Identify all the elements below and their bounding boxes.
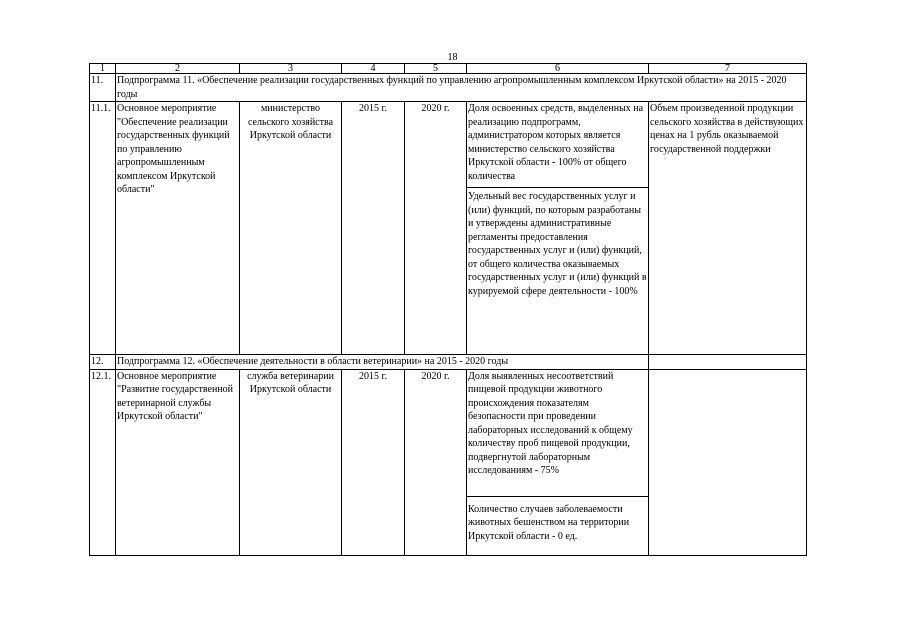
result-cell: Объем произведенной продукции сельского хозяйства в действующих ценах на 1 рубль оказываемой государственной поддержки	[649, 102, 807, 355]
indicator-1: Доля выявленных несоответствий пищевой продукции животного происхождения показателям безопасности при проведении лабораторных исследований к общему количеству проб пищевой продукции, подвергнутой лабораторным исследованиям - 75%	[467, 370, 648, 497]
header-row	[90, 64, 807, 74]
start-year: 2015 г.	[342, 102, 405, 355]
row-number: 12.1.	[90, 369, 116, 555]
executor: служба ветеринарии Иркутской области	[240, 369, 342, 555]
measure-row-12-1	[90, 369, 807, 555]
subprogram-row-11	[90, 74, 807, 102]
header-col-2: 2	[116, 64, 240, 74]
executor: министерство сельского хозяйства Иркутской области	[240, 102, 342, 355]
header-col-3: 3	[240, 64, 342, 74]
row-number: 12.	[90, 355, 116, 370]
subprogram-row-12	[90, 355, 807, 370]
header-col-4: 4	[342, 64, 405, 74]
indicators-cell	[467, 369, 649, 555]
indicator-1: Доля освоенных средств, выделенных на реализацию подпрограмм, администратором которых является министерство сельского хозяйства Иркутской области - 100% от общего количества	[467, 102, 648, 188]
row-number: 11.1.	[90, 102, 116, 355]
indicators-cell	[467, 102, 649, 355]
measure-row-11-1	[90, 102, 807, 355]
header-col-6: 6	[467, 64, 649, 74]
indicator-2: Количество случаев заболеваемости животных бешенством на территории Иркутской области - 0 ед.	[468, 503, 630, 542]
subprogram-title: Подпрограмма 12. «Обеспечение деятельности в области ветеринарии» на 2015 - 2020 годы	[116, 355, 649, 370]
header-col-5: 5	[405, 64, 467, 74]
start-year: 2015 г.	[342, 369, 405, 555]
result-cell	[649, 369, 807, 555]
empty-cell	[649, 355, 807, 370]
header-col-1: 1	[90, 64, 116, 74]
program-table	[89, 63, 807, 556]
end-year: 2020 г.	[405, 102, 467, 355]
header-col-7: 7	[649, 64, 807, 74]
page-number: 18	[447, 52, 458, 63]
indicator-2: Удельный вес государственных услуг и (или) функций, по которым разработаны и утверждены административные регламенты предоставления государственных услуг и (или) функций, от общего количества оказываемых государственных услуг и (или) функций в курируемой сфере деятельности - 100%	[468, 191, 647, 297]
measure-name: Основное мероприятие "Обеспечение реализации государственных функций по управлению агропромышленным комплексом Иркутской области"	[116, 102, 240, 355]
end-year: 2020 г.	[405, 369, 467, 555]
row-number: 11.	[90, 74, 116, 102]
measure-name: Основное мероприятие "Развитие государственной ветеринарной службы Иркутской области"	[116, 369, 240, 555]
subprogram-title: Подпрограмма 11. «Обеспечение реализации государственных функций по управлению агропромышленным комплексом Иркутской области» на 2015 - 2020 годы	[116, 74, 807, 102]
